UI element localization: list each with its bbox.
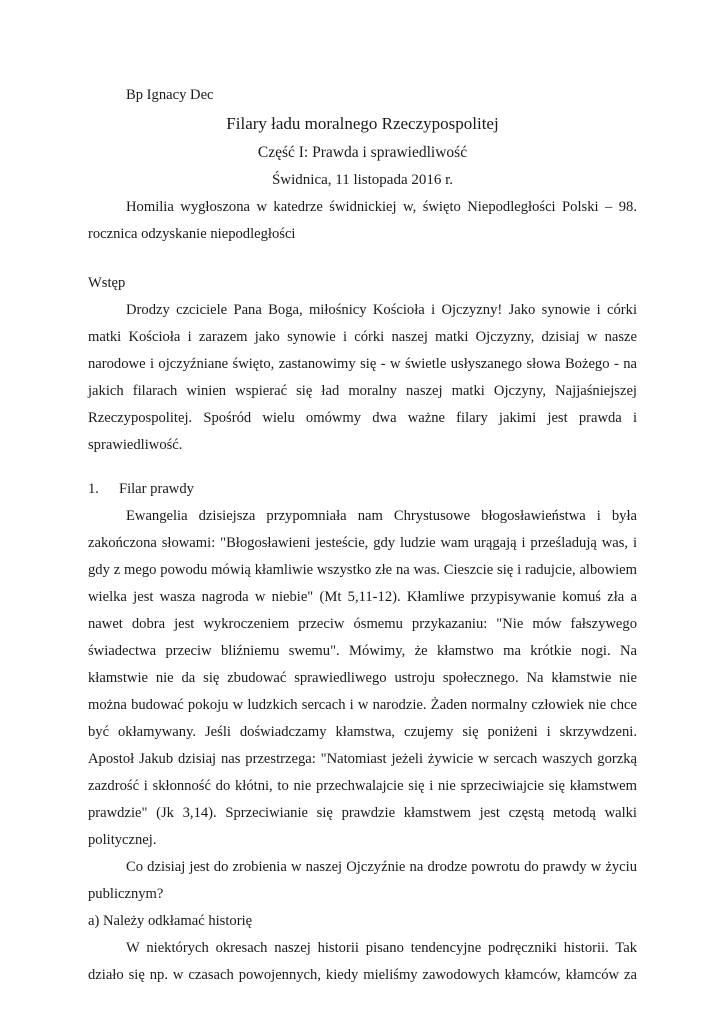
document-dateline: Świdnica, 11 listopada 2016 r. — [271, 172, 454, 188]
section-heading-filar-prawdy — [88, 476, 637, 503]
document-title: Filary ładu moralnego Rzeczypospolitej — [226, 114, 499, 133]
paragraph-filar-prawdy-2: Co dzisiaj jest do zrobienia w naszej Ojczyźnie na drodze powrotu do prawdy w życiu publicznym? — [88, 859, 637, 902]
paragraph-wstep-1: Drodzy czciciele Pana Boga, miłośnicy Kościoła i Ojczyzny! Jako synowie i córki matki Kościoła i zarazem jako synowie i córki naszej matki Ojczyzny, dzisiaj w nasze narodowe i ojczyźniane święto, zastanowimy się - w świetle usłyszanego słowa Bożego - na jakich filarach winien wspierać się ład moralny naszej matki Ojczyny, Najjaśniejszej Rzeczypospolitej. Spośród wielu omówmy dwa ważne filary jakimi jest prawda i sprawiedliwość. — [88, 302, 637, 453]
section-heading-wstep: Wstęp — [88, 275, 126, 291]
author-line: Bp Ignacy Dec — [126, 87, 214, 103]
document-subtitle: Część I: Prawda i sprawiedliwość — [257, 144, 468, 161]
lead-paragraph: Homilia wygłoszona w katedrze świdnickiej w, święto Niepodległości Polski – 98. rocznica odzyskanie niepodległości — [88, 199, 637, 242]
section-number: 1. — [88, 481, 99, 497]
subsection-heading-odklamac-historie: a) Należy odkłamać historię — [88, 913, 253, 929]
paragraph-filar-prawdy-1: Ewangelia dzisiejsza przypomniała nam Chrystusowe błogosławieństwa i była zakończona słowami: "Błogosławieni jesteście, gdy ludzie wam urągają i prześladują was, i gdy z mego powodu mówią kłamliwie wszystko złe na was. Cieszcie się i radujcie, albowiem wielka jest wasza nagroda w niebie" (Mt 5,11-12). Kłamliwe przypisywanie komuś zła a nawet dobra jest wykroczeniem przeciw ósmemu przykazaniu: "Nie mów fałszywego świadectwa przeciw bliźniemu swemu". Mówimy, że kłamstwo ma krótkie nogi. Na kłamstwie nie da się zbudować sprawiedliwego ustroju społecznego. Na kłamstwie nie można budować pokoju w ludzkich sercach i w narodzie. Żaden normalny człowiek nie chce być okłamywany. Jeśli doświadczamy kłamstwa, czujemy się poniżeni i skrzywdzeni. Apostoł Jakub dzisiaj nas przestrzega: "Natomiast jeżeli żywicie w sercach waszych gorzką zazdrość i skłonność do kłótni, to nie przechwalajcie się i nie sprzeciwiajcie się kłamstwem prawdzie" (Jk 3,14). Sprzeciwianie się prawdzie kłamstwem jest częstą metodą walki politycznej. — [88, 508, 637, 848]
paragraph-odklamac-historie-1: W niektórych okresach naszej historii pisano tendencyjne podręczniki historii. Tak działo się np. w czasach powojennych, kiedy mieliśmy zawodowych kłamców, kłamców za — [88, 940, 637, 983]
section-label: Filar prawdy — [118, 481, 194, 497]
